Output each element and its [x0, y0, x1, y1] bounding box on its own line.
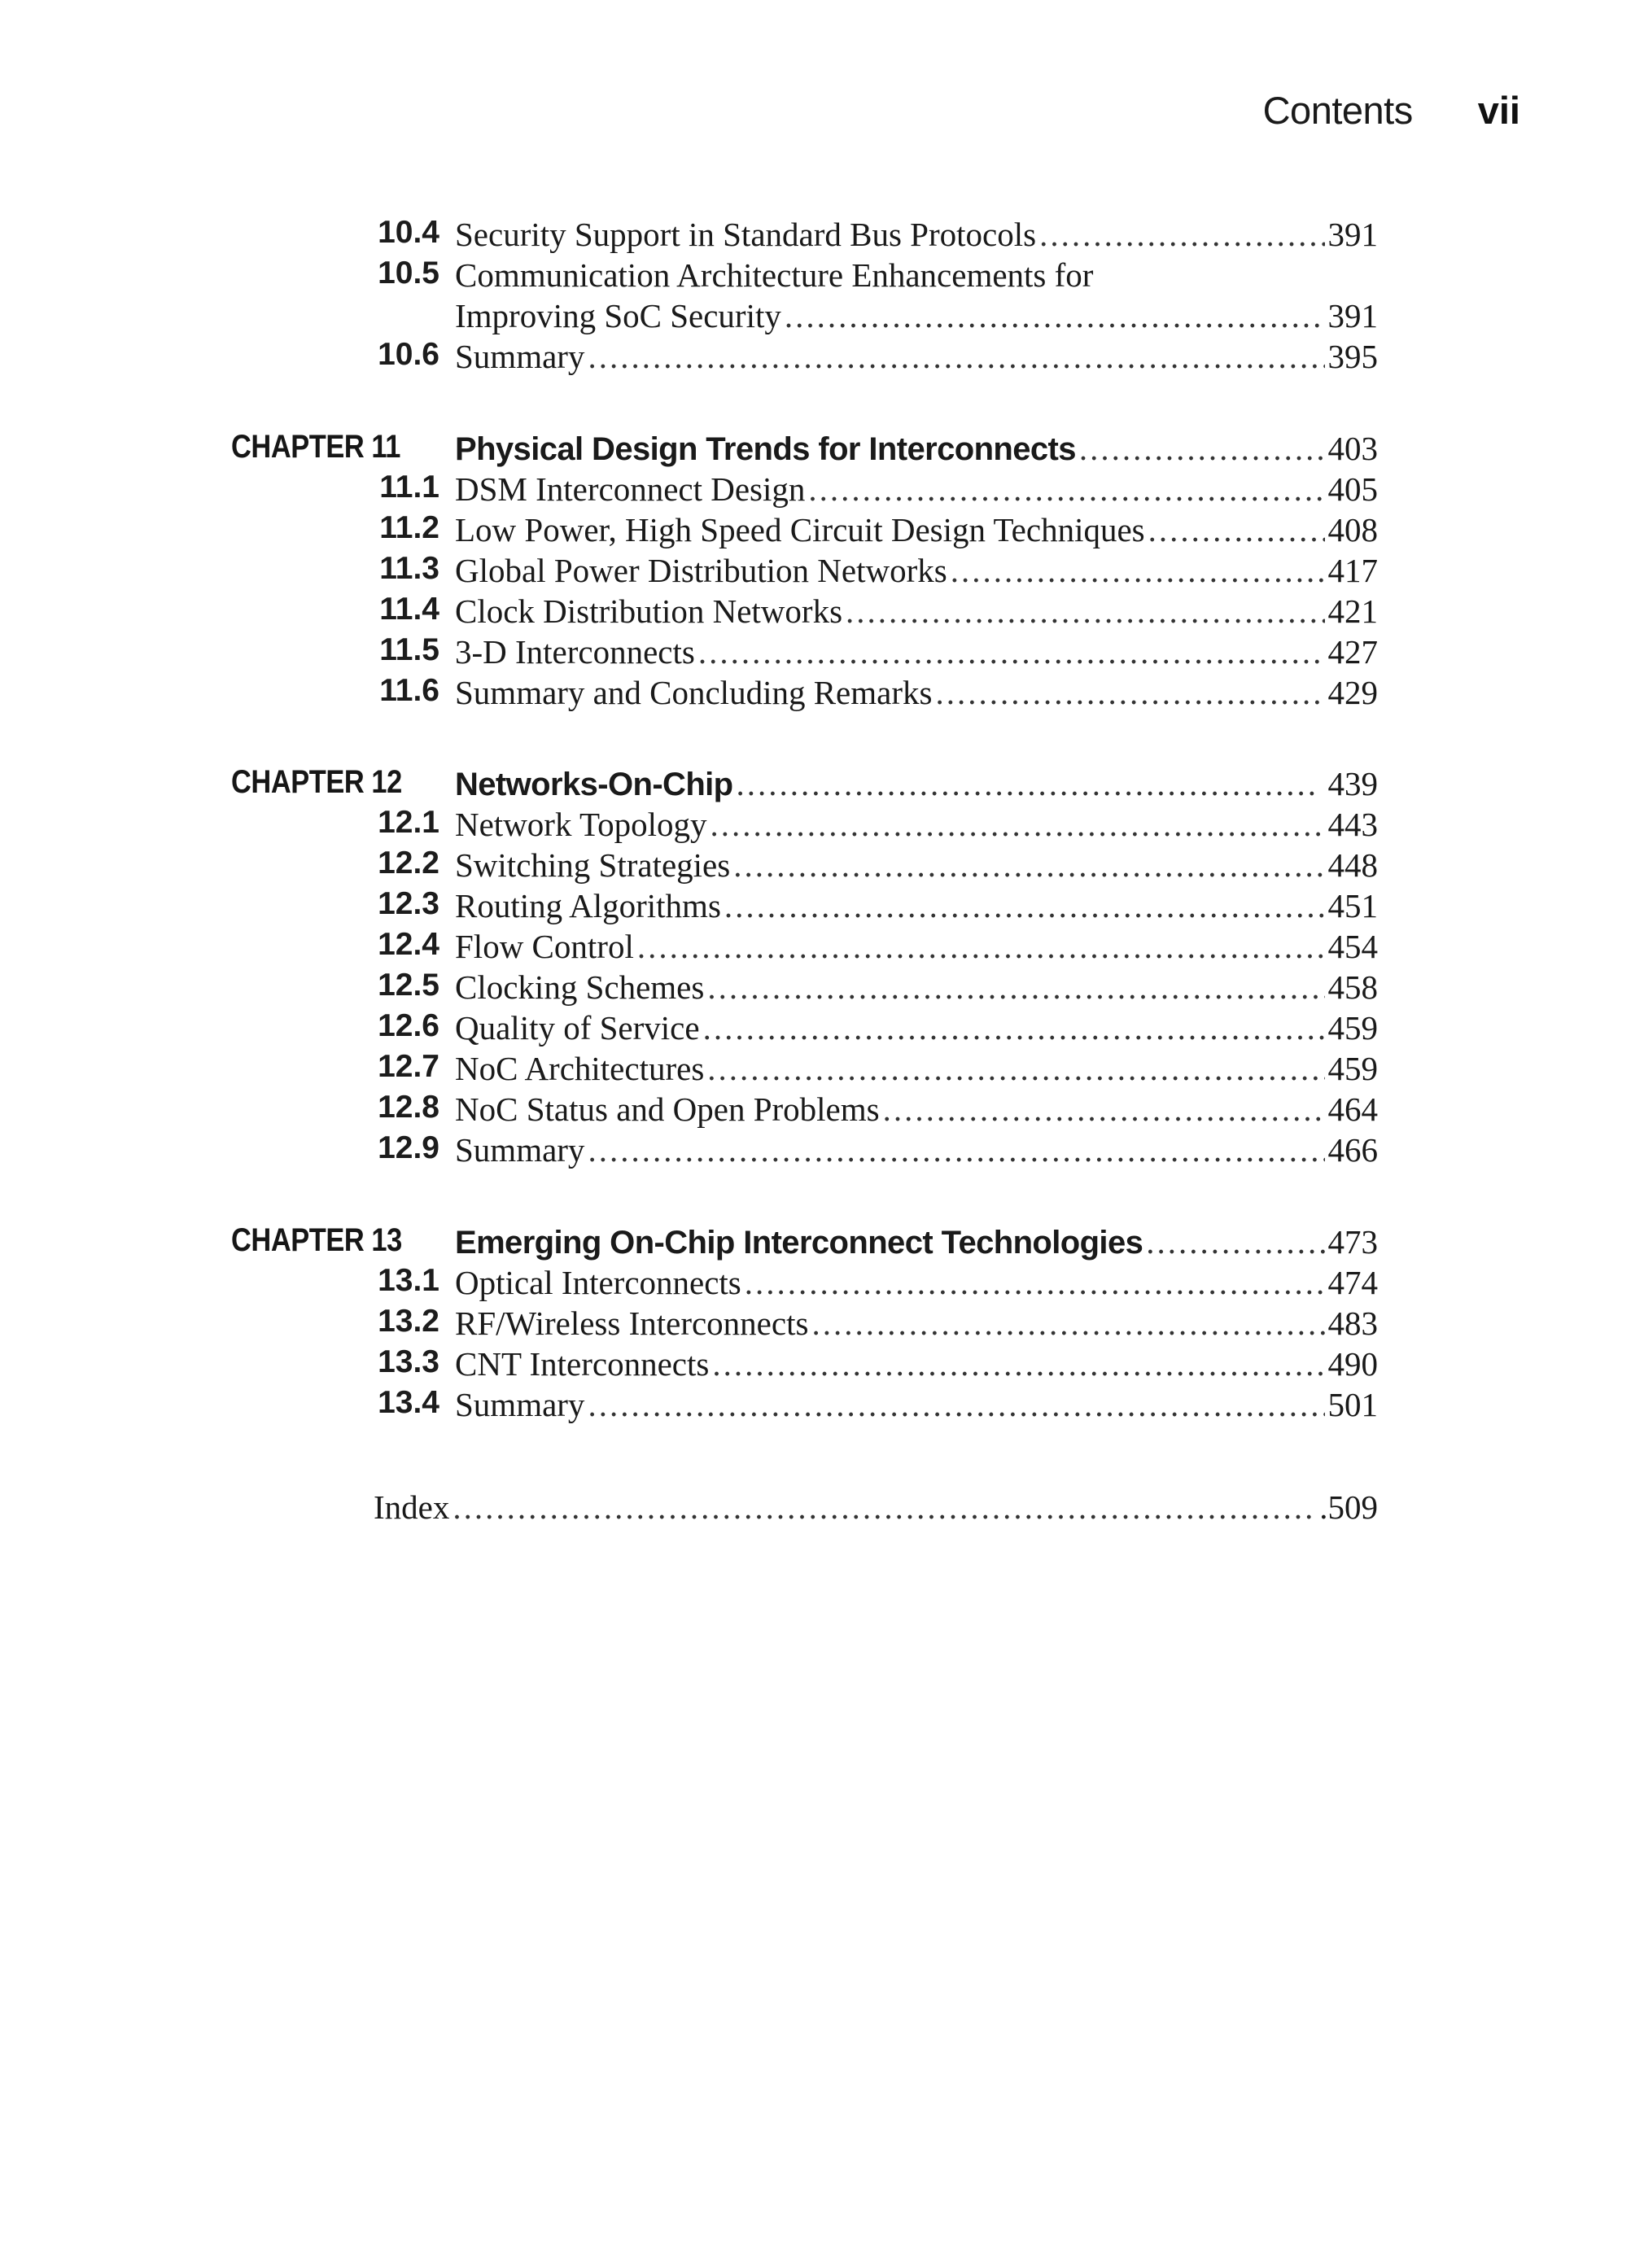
section-title: Optical Interconnects: [455, 1264, 741, 1301]
section-entry: [455, 1090, 1378, 1129]
section-page: 408: [1327, 511, 1378, 548]
section-number: 11.2: [379, 510, 439, 545]
toc-section-row[interactable]: [0, 215, 1644, 257]
section-page: 391: [1327, 216, 1378, 253]
section-entry: [455, 632, 1378, 671]
section-number: 11.5: [379, 632, 439, 667]
section-page: 490: [1327, 1345, 1378, 1383]
toc-section-row[interactable]: [0, 1130, 1644, 1173]
section-title: Summary: [455, 338, 585, 375]
dot-leader: [811, 1304, 1324, 1343]
toc-section-row[interactable]: [0, 470, 1644, 512]
toc-section-row[interactable]: [0, 1344, 1644, 1387]
running-header: [0, 88, 1520, 140]
toc-section-row[interactable]: [0, 805, 1644, 847]
section-title: DSM Interconnect Design: [455, 470, 806, 508]
dot-leader: [703, 1008, 1325, 1047]
section-page: 448: [1327, 846, 1378, 884]
chapter-label: CHAPTER 13: [231, 1222, 402, 1258]
chapter-entry: [455, 1222, 1378, 1261]
section-number: 11.3: [379, 551, 439, 586]
section-number: 10.4: [378, 215, 439, 250]
dot-leader: [951, 551, 1325, 590]
dot-leader: [733, 846, 1324, 885]
section-page: 443: [1327, 806, 1378, 843]
index-title: Index: [374, 1488, 450, 1526]
dot-leader: [712, 1344, 1324, 1383]
running-header-page-number: vii: [1477, 89, 1520, 132]
toc-section-row[interactable]: [0, 1304, 1644, 1346]
section-page: 405: [1327, 470, 1378, 508]
section-title: Clocking Schemes: [455, 968, 705, 1006]
section-number: 11.6: [379, 673, 439, 708]
section-title: Network Topology: [455, 806, 707, 843]
section-entry: [455, 673, 1378, 712]
section-page: 483: [1327, 1304, 1378, 1342]
dot-leader: [883, 1090, 1325, 1129]
section-number: 13.1: [378, 1263, 439, 1298]
section-number: 10.6: [378, 337, 439, 372]
section-title: Clock Distribution Networks: [455, 592, 843, 630]
section-entry: [455, 1049, 1378, 1088]
section-title: Low Power, High Speed Circuit Design Techniques: [455, 511, 1145, 548]
section-number: 12.7: [378, 1049, 439, 1084]
section-number: 12.4: [378, 927, 439, 962]
section-title: Summary: [455, 1386, 585, 1423]
section-page: 395: [1327, 338, 1378, 375]
section-page: 429: [1327, 674, 1378, 711]
toc-section-row[interactable]: [0, 551, 1644, 593]
section-number: 12.1: [378, 805, 439, 840]
toc-section-row[interactable]: [0, 886, 1644, 929]
section-number: 12.2: [378, 846, 439, 881]
section-page: 427: [1327, 633, 1378, 671]
dot-leader: [707, 1049, 1324, 1088]
dot-leader: [1079, 429, 1325, 468]
dot-leader: [453, 1488, 1316, 1527]
section-entry: [455, 337, 1378, 376]
dot-leader: [1148, 510, 1325, 549]
section-entry: [455, 510, 1378, 549]
section-title: RF/Wireless Interconnects: [455, 1304, 809, 1342]
dot-leader: [1039, 215, 1324, 254]
section-entry: [455, 1263, 1378, 1302]
section-title: Summary and Concluding Remarks: [455, 674, 933, 711]
chapter-title: Physical Design Trends for Interconnects: [455, 431, 1076, 467]
section-title: Security Support in Standard Bus Protocols: [455, 216, 1037, 253]
section-entry: [455, 927, 1378, 966]
chapter-title: Emerging On-Chip Interconnect Technologies: [455, 1225, 1143, 1261]
chapter-title: Networks-On-Chip: [455, 767, 733, 802]
toc-section-row[interactable]: [0, 1263, 1644, 1305]
chapter-entry: [455, 429, 1378, 468]
section-entry: [455, 886, 1378, 925]
toc-section-row[interactable]: [0, 256, 1644, 298]
section-page: 501: [1327, 1386, 1378, 1423]
dot-leader: [707, 968, 1324, 1007]
section-entry: [455, 256, 1378, 295]
dot-leader: [846, 592, 1324, 631]
chapter-page: 473: [1327, 1223, 1378, 1261]
section-entry: [455, 551, 1378, 590]
section-number: 12.5: [378, 968, 439, 1003]
chapter-page: 403: [1327, 430, 1378, 467]
section-page: 451: [1327, 887, 1378, 924]
section-entry: [455, 296, 1378, 335]
chapter-page: 439: [1327, 765, 1378, 802]
toc-section-row[interactable]: [0, 592, 1644, 634]
section-entry: [455, 470, 1378, 509]
section-title: 3-D Interconnects: [455, 633, 695, 671]
toc-chapter-row[interactable]: [0, 764, 1644, 806]
toc-section-row-continued[interactable]: [0, 296, 1644, 339]
section-entry: [455, 846, 1378, 885]
section-entry: [455, 215, 1378, 254]
dot-leader: [737, 764, 1315, 803]
toc-section-row[interactable]: [0, 1008, 1644, 1051]
section-title: Routing Algorithms: [455, 887, 721, 924]
section-page: 459: [1327, 1050, 1378, 1087]
toc-section-row[interactable]: [0, 337, 1644, 379]
chapter-label: CHAPTER 11: [231, 429, 400, 465]
section-number: 13.4: [378, 1385, 439, 1420]
dot-leader: [724, 886, 1325, 925]
dot-leader: [1146, 1222, 1324, 1261]
section-entry: [455, 1385, 1378, 1424]
chapter-label: CHAPTER 12: [231, 764, 402, 800]
section-entry: [455, 1304, 1378, 1343]
section-title: Summary: [455, 1131, 585, 1169]
section-title: NoC Architectures: [455, 1050, 705, 1087]
dot-leader: [935, 673, 1324, 712]
running-header-title: Contents: [1262, 89, 1413, 132]
section-page: 391: [1327, 297, 1378, 334]
section-entry: [455, 1008, 1378, 1047]
toc-index-row[interactable]: [0, 1488, 1644, 1530]
dot-leader: [588, 1385, 1324, 1424]
section-page: 454: [1327, 928, 1378, 965]
section-page: 474: [1327, 1264, 1378, 1301]
section-title: Quality of Service: [455, 1009, 700, 1047]
toc-section-row[interactable]: [0, 1385, 1644, 1427]
section-title: Global Power Distribution Networks: [455, 552, 947, 589]
toc-section-row[interactable]: [0, 927, 1644, 969]
section-title: CNT Interconnects: [455, 1345, 710, 1383]
dot-leader: [785, 296, 1325, 335]
section-entry: [455, 1344, 1378, 1383]
dot-leader: [745, 1263, 1325, 1302]
toc-section-row[interactable]: [0, 1049, 1644, 1091]
section-number: 13.3: [378, 1344, 439, 1379]
index-page: .509: [1319, 1488, 1378, 1526]
section-number: 11.1: [379, 470, 439, 505]
section-number: 12.6: [378, 1008, 439, 1043]
chapter-entry: [455, 764, 1378, 803]
section-page: 466: [1327, 1131, 1378, 1169]
toc-section-row[interactable]: [0, 1090, 1644, 1132]
section-title: Flow Control: [455, 928, 634, 965]
dot-leader: [698, 632, 1325, 671]
section-title: Communication Architecture Enhancements for: [455, 256, 1094, 294]
toc-chapter-row[interactable]: [0, 429, 1644, 471]
dot-leader: [711, 805, 1325, 844]
section-number: 12.3: [378, 886, 439, 921]
section-page: 458: [1327, 968, 1378, 1006]
section-number: 10.5: [378, 256, 439, 291]
section-title: Improving SoC Security: [455, 297, 781, 334]
section-page: 459: [1327, 1009, 1378, 1047]
section-page: 464: [1327, 1090, 1378, 1128]
section-title: Switching Strategies: [455, 846, 731, 884]
section-number: 11.4: [379, 592, 439, 627]
section-page: 417: [1327, 552, 1378, 589]
toc-section-row[interactable]: [0, 673, 1644, 715]
section-number: 13.2: [378, 1304, 439, 1339]
section-entry: [455, 968, 1378, 1007]
dot-leader: [588, 337, 1324, 376]
index-entry: [374, 1488, 1378, 1527]
dot-leader: [808, 470, 1324, 509]
toc-section-row[interactable]: [0, 968, 1644, 1010]
section-title: NoC Status and Open Problems: [455, 1090, 880, 1128]
section-entry: [455, 592, 1378, 631]
section-number: 12.8: [378, 1090, 439, 1125]
dot-leader: [588, 1130, 1324, 1169]
toc-section-row[interactable]: [0, 632, 1644, 675]
section-page: 421: [1327, 592, 1378, 630]
section-number: 12.9: [378, 1130, 439, 1165]
toc-chapter-row[interactable]: [0, 1222, 1644, 1265]
toc-section-row[interactable]: [0, 510, 1644, 553]
section-entry: [455, 805, 1378, 844]
section-entry: [455, 1130, 1378, 1169]
toc-section-row[interactable]: [0, 846, 1644, 888]
dot-leader: [637, 927, 1325, 966]
